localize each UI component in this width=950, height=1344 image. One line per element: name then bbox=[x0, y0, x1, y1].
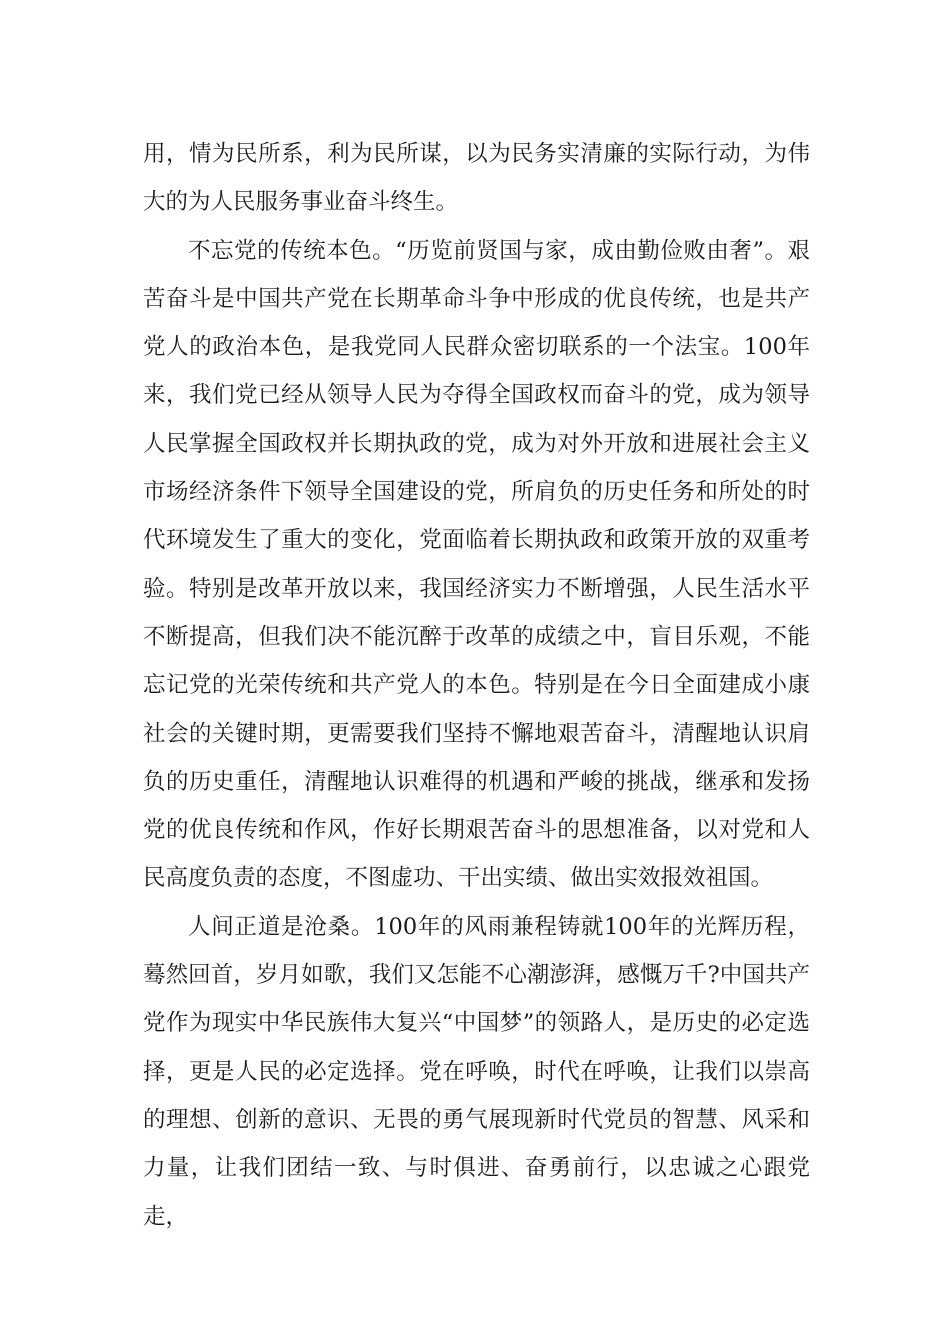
paragraph-2: 不忘党的传统本色。“历览前贤国与家，成由勤俭败由奢”。艰苦奋斗是中国共产党在长期革命斗争中形成的优良传统，也是共产党人的政治本色，是我党同人民群众密切联系的一个法宝。100年来，我们党已经从领导人民为夺得全国政权而奋斗的党，成为领导人民掌握全国政权并长期执政的党，成为对外开放和进展社会主义市场经济条件下领导全国建设的党，所肩负的历史任务和所处的时代环境发生了重大的变化，党面临着长期执政和政策开放的双重考验。特别是改革开放以来，我国经济实力不断增强，人民生活水平不断提高，但我们决不能沉醉于改革的成绩之中，盲目乐观，不能忘记党的光荣传统和共产党人的本色。特别是在今日全面建成小康社会的关键时期，更需要我们坚持不懈地艰苦奋斗，清醒地认识肩负的历史重任，清醒地认识难得的机遇和严峻的挑战，继承和发扬党的优良传统和作风，作好长期艰苦奋斗的思想准备，以对党和人民高度负责的态度，不图虚功、干出实绩、做出实效报效祖国。 bbox=[143, 237, 810, 892]
paragraph-1: 用，情为民所系，利为民所谋，以为民务实清廉的实际行动，为伟大的为人民服务事业奋斗终生。 bbox=[143, 141, 810, 216]
paragraph-3: 人间正道是沧桑。100年的风雨兼程铸就100年的光辉历程，蓦然回首，岁月如歌，我们又怎能不心潮澎湃，感慨万千?中国共产党作为现实中华民族伟大复兴“中国梦”的领路人，是历史的必定选择，更是人民的必定选择。党在呼唤，时代在呼唤，让我们以崇高的理想、创新的意识、无畏的勇气展现新时代党员的智慧、风采和力量，让我们团结一致、与时俱进、奋勇前行，以忠诚之心跟党走， bbox=[143, 913, 810, 1230]
document-body bbox=[143, 130, 810, 1241]
